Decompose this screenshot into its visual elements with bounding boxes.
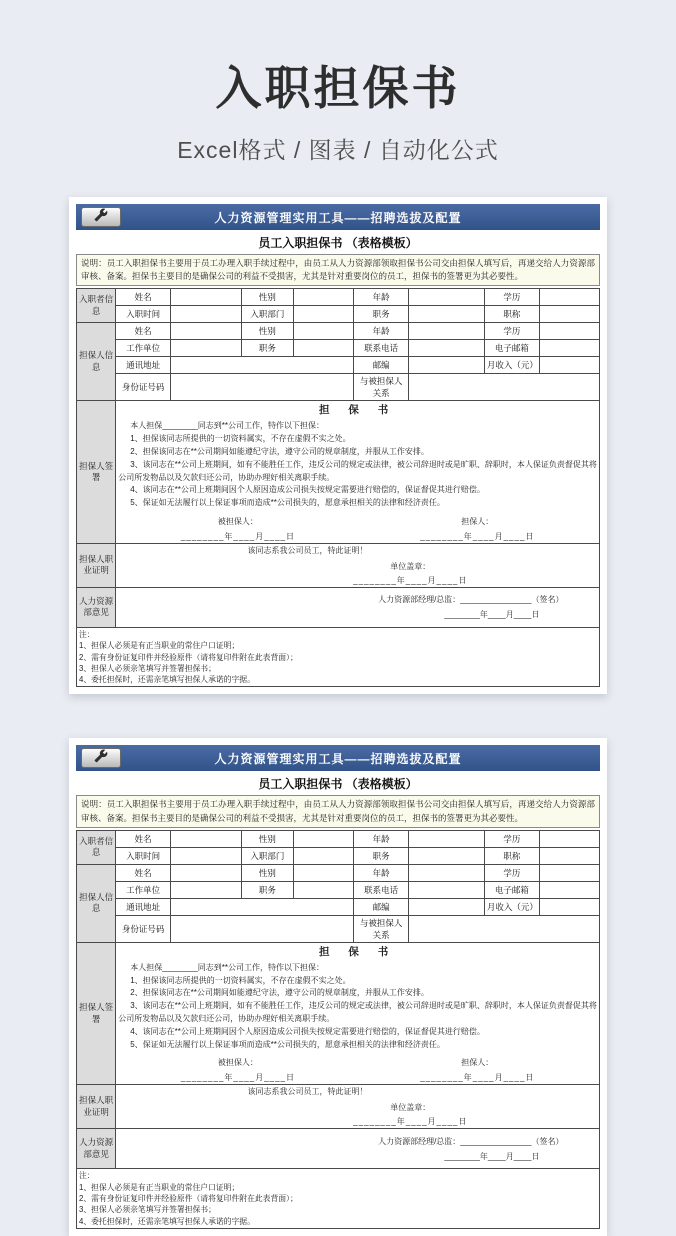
guarantee-item: 4、该同志在**公司上班期间因个人原因造成公司损失按规定需要进行赔偿的，保证督促其进行赔偿。: [130, 485, 485, 495]
guarantee-form-table: [76, 830, 600, 1229]
field-label: 联系电话: [354, 881, 409, 898]
input-cell[interactable]: [409, 830, 485, 847]
form-title: 员工入职担保书 （表格模板）: [258, 777, 418, 792]
card-list: [0, 197, 676, 1236]
guarantee-title: 担 保 书: [318, 945, 397, 958]
seal-label: 单位盖章：: [390, 1103, 431, 1113]
field-label: 电子邮箱: [484, 881, 539, 898]
date-line: ________年____月____日: [420, 531, 535, 541]
input-cell[interactable]: [171, 357, 354, 374]
field-label: 学历: [484, 289, 539, 306]
input-cell[interactable]: [171, 898, 354, 915]
occupation-statement: 该同志系我公司员工，特此证明！: [247, 545, 368, 555]
seal-block: [262, 1102, 559, 1127]
input-cell[interactable]: [539, 357, 599, 374]
guarantee-intro: 本人担保________同志到**公司工作，特作以下担保：: [130, 421, 325, 431]
input-cell[interactable]: [171, 306, 242, 323]
guarantor-label: 担保人：: [461, 516, 494, 526]
input-cell[interactable]: [171, 864, 242, 881]
input-cell[interactable]: [171, 374, 354, 401]
hr-opinion-cell: [116, 587, 600, 627]
footnote: 3、担保人必须亲笔填写并签署担保书；: [79, 663, 216, 673]
hr-sign-block: [118, 594, 597, 620]
field-label: 工作单位: [116, 881, 171, 898]
date-line: ________年____月____日: [180, 1073, 295, 1083]
guarantee-item: 1、担保该同志所提供的一切资料属实，不存在虚假不实之处。: [130, 975, 351, 985]
input-cell[interactable]: [294, 323, 354, 340]
guarantee-item: 3、该同志在**公司上班期间，如有不能胜任工作，违反公司的规定或法律，被公司辞退时或是旷职、辞职时，本人保证负责督促其将公司所发物品以及欠款归还公司，协助办理好相关离职手续。: [118, 459, 597, 482]
field-label: 职务: [354, 847, 409, 864]
row-label-signature: 担保人签署: [77, 401, 116, 544]
row-label-hr: 人力资源部意见: [77, 587, 116, 627]
form-card: [69, 197, 607, 694]
guarantor-sign-block: [358, 516, 597, 542]
footnote: 1、担保人必须是有正当职业的常住户口证明；: [79, 1182, 240, 1192]
input-cell[interactable]: [539, 323, 599, 340]
field-label: 月收入（元）: [484, 898, 539, 915]
hr-sign-line: 人力资源部经理/总监：________________（签名）: [378, 1136, 564, 1146]
field-label: 联系电话: [354, 340, 409, 357]
input-cell[interactable]: [171, 830, 242, 847]
guarantee-form-table: [76, 288, 600, 687]
card-header: [76, 204, 600, 230]
field-label: 性别: [241, 289, 293, 306]
seal-label: 单位盖章：: [390, 561, 431, 571]
footnotes-cell: [77, 1169, 600, 1228]
warrantee-label: 被担保人：: [217, 516, 258, 526]
row-label-occupation: 担保人职业证明: [77, 1085, 116, 1129]
field-label: 邮编: [354, 898, 409, 915]
input-cell[interactable]: [171, 915, 354, 942]
field-label: 通讯地址: [116, 357, 171, 374]
input-cell[interactable]: [171, 323, 242, 340]
wrench-button[interactable]: [81, 207, 121, 227]
field-label: 电子邮箱: [484, 340, 539, 357]
card-header-title: 人力资源管理实用工具——招聘选拔及配置: [214, 210, 462, 225]
input-cell[interactable]: [539, 881, 599, 898]
field-label: 年龄: [354, 289, 409, 306]
field-label: 姓名: [116, 289, 171, 306]
field-label: 入职部门: [241, 306, 293, 323]
input-cell[interactable]: [294, 881, 354, 898]
input-cell[interactable]: [171, 289, 242, 306]
field-label: 通讯地址: [116, 898, 171, 915]
field-label: 与被担保人关系: [354, 915, 409, 942]
field-label: 学历: [484, 323, 539, 340]
date-line: ________年____月____日: [180, 531, 295, 541]
field-label: 职务: [354, 306, 409, 323]
footnote: 4、委托担保时，还需亲笔填写担保人承诺的字据。: [79, 1216, 255, 1226]
form-title: 员工入职担保书 （表格模板）: [258, 236, 418, 250]
guarantee-item: 3、该同志在**公司上班期间，如有不能胜任工作，违反公司的规定或法律，被公司辞退时或是旷职、辞职时，本人保证负责督促其将公司所发物品以及欠款归还公司，协助办理好相关离职手续。: [118, 1001, 597, 1023]
footnote: 3、担保人必须亲笔填写并签署担保书；: [79, 1205, 216, 1215]
instructions-text: 说明：员工入职担保书主要用于员工办理入职手续过程中，由员工从人力资源部领取担保书公司交由担保人填写后，再递交给人力资源部审核、备案。担保书主要目的是确保公司的利益不受损害，尤其是针对重要岗位的员工，担保书的签署更为其必要性。: [76, 795, 600, 827]
input-cell[interactable]: [539, 340, 599, 357]
guarantee-title: 担 保 书: [318, 404, 397, 417]
field-label: 职务: [241, 881, 293, 898]
seal-block: [262, 561, 559, 586]
input-cell[interactable]: [294, 306, 354, 323]
card-header: [76, 745, 600, 771]
guarantee-letter-cell: [116, 401, 600, 544]
warrantee-sign-block: [118, 1057, 357, 1083]
field-label: 与被担保人关系: [354, 374, 409, 401]
input-cell[interactable]: [539, 847, 599, 864]
guarantee-item: 5、保证如无法履行以上保证事项而造成**公司损失的，愿意承担相关的法律和经济责任。: [130, 498, 445, 508]
input-cell[interactable]: [409, 864, 485, 881]
field-label: 学历: [484, 830, 539, 847]
input-cell[interactable]: [409, 898, 485, 915]
input-cell[interactable]: [294, 864, 354, 881]
input-cell[interactable]: [539, 898, 599, 915]
input-cell[interactable]: [409, 323, 485, 340]
field-label: 月收入（元）: [484, 357, 539, 374]
input-cell[interactable]: [171, 881, 242, 898]
input-cell[interactable]: [409, 881, 485, 898]
signature-row: [118, 516, 597, 542]
input-cell[interactable]: [171, 847, 242, 864]
field-label: 姓名: [116, 864, 171, 881]
input-cell[interactable]: [409, 306, 485, 323]
row-label-guarantor: 担保人信息: [77, 864, 116, 942]
footnotes-title: 注：: [79, 629, 95, 639]
footnote: 2、需有身份证复印件并经验原件（请将复印件附在此表背面）；: [79, 1193, 298, 1203]
guarantee-item: 1、担保该同志所提供的一切资料属实，不存在虚假不实之处。: [130, 434, 351, 444]
hr-opinion-cell: [116, 1129, 600, 1169]
footnotes-title: 注：: [79, 1171, 95, 1181]
input-cell[interactable]: [539, 830, 599, 847]
guarantee-item: 5、保证如无法履行以上保证事项而造成**公司损失的，愿意承担相关的法律和经济责任。: [130, 1039, 445, 1049]
wrench-button[interactable]: [81, 748, 121, 768]
guarantee-item: 2、担保该同志在**公司期间如能遵纪守法，遵守公司的规章制度，并服从工作安排。: [130, 446, 429, 456]
input-cell[interactable]: [539, 306, 599, 323]
date-line: ________年____月____日: [444, 610, 540, 620]
warrantee-label: 被担保人：: [217, 1058, 258, 1068]
guarantee-letter-cell: [116, 942, 600, 1085]
row-label-hr: 人力资源部意见: [77, 1129, 116, 1169]
input-cell[interactable]: [409, 289, 485, 306]
input-cell[interactable]: [409, 915, 600, 942]
input-cell[interactable]: [409, 340, 485, 357]
row-label-signature: 担保人签署: [77, 942, 116, 1085]
input-cell[interactable]: [294, 847, 354, 864]
input-cell[interactable]: [409, 374, 600, 401]
row-label-occupation: 担保人职业证明: [77, 543, 116, 587]
field-label: 性别: [241, 864, 293, 881]
field-label: 姓名: [116, 323, 171, 340]
date-line: ________年____月____日: [353, 1117, 468, 1127]
guarantee-item: 4、该同志在**公司上班期间因个人原因造成公司损失按规定需要进行赔偿的，保证督促其进行赔偿。: [130, 1026, 485, 1036]
page-subtitle: Excel格式 / 图表 / 自动化公式: [177, 137, 499, 163]
field-label: 职称: [484, 306, 539, 323]
form-card: [69, 738, 607, 1235]
field-label: 学历: [484, 864, 539, 881]
input-cell[interactable]: [539, 289, 599, 306]
field-label: 性别: [241, 323, 293, 340]
field-label: 身份证号码: [116, 374, 171, 401]
footnotes-cell: [77, 627, 600, 686]
signature-row: [118, 1057, 597, 1083]
guarantor-label: 担保人：: [461, 1058, 494, 1068]
input-cell[interactable]: [294, 830, 354, 847]
card-header-title: 人力资源管理实用工具——招聘选拔及配置: [214, 751, 462, 766]
input-cell[interactable]: [294, 340, 354, 357]
occupation-cell: [116, 1085, 600, 1129]
field-label: 职务: [241, 340, 293, 357]
occupation-statement: 该同志系我公司员工，特此证明！: [247, 1087, 368, 1097]
guarantor-sign-block: [358, 1057, 597, 1083]
guarantee-item: 2、担保该同志在**公司期间如能遵纪守法，遵守公司的规章制度，并服从工作安排。: [130, 988, 429, 998]
field-label: 年龄: [354, 323, 409, 340]
footnote: 2、需有身份证复印件并经验原件（请将复印件附在此表背面）；: [79, 652, 298, 662]
field-label: 入职时间: [116, 306, 171, 323]
field-label: 性别: [241, 830, 293, 847]
wrench-icon: [94, 208, 108, 227]
input-cell[interactable]: [409, 847, 485, 864]
input-cell[interactable]: [171, 340, 242, 357]
field-label: 年龄: [354, 830, 409, 847]
row-label-guarantor: 担保人信息: [77, 323, 116, 401]
page-header: [0, 0, 676, 165]
field-label: 入职时间: [116, 847, 171, 864]
instructions-text: 说明：员工入职担保书主要用于员工办理入职手续过程中，由员工从人力资源部领取担保书公司交由担保人填写后，再递交给人力资源部审核、备案。担保书主要目的是确保公司的利益不受损害，尤其是针对重要岗位的员工，担保书的签署更为其必要性。: [76, 254, 600, 286]
field-label: 姓名: [116, 830, 171, 847]
hr-sign-block: [118, 1136, 597, 1162]
guarantee-intro: 本人担保________同志到**公司工作，特作以下担保：: [130, 962, 325, 972]
footnote: 1、担保人必须是有正当职业的常住户口证明；: [79, 641, 240, 651]
page-title: 入职担保书: [215, 62, 461, 114]
input-cell[interactable]: [294, 289, 354, 306]
date-line: ________年____月____日: [353, 575, 468, 585]
footnote: 4、委托担保时，还需亲笔填写担保人承诺的字据。: [79, 675, 255, 685]
field-label: 身份证号码: [116, 915, 171, 942]
warrantee-sign-block: [118, 516, 357, 542]
input-cell[interactable]: [409, 357, 485, 374]
row-label-applicant: 入职者信息: [77, 289, 116, 323]
date-line: ________年____月____日: [420, 1073, 535, 1083]
input-cell[interactable]: [539, 864, 599, 881]
field-label: 入职部门: [241, 847, 293, 864]
occupation-cell: [116, 543, 600, 587]
field-label: 年龄: [354, 864, 409, 881]
field-label: 邮编: [354, 357, 409, 374]
date-line: ________年____月____日: [444, 1151, 540, 1161]
field-label: 工作单位: [116, 340, 171, 357]
row-label-applicant: 入职者信息: [77, 830, 116, 864]
hr-sign-line: 人力资源部经理/总监：________________（签名）: [378, 595, 564, 605]
field-label: 职称: [484, 847, 539, 864]
wrench-icon: [94, 749, 108, 768]
